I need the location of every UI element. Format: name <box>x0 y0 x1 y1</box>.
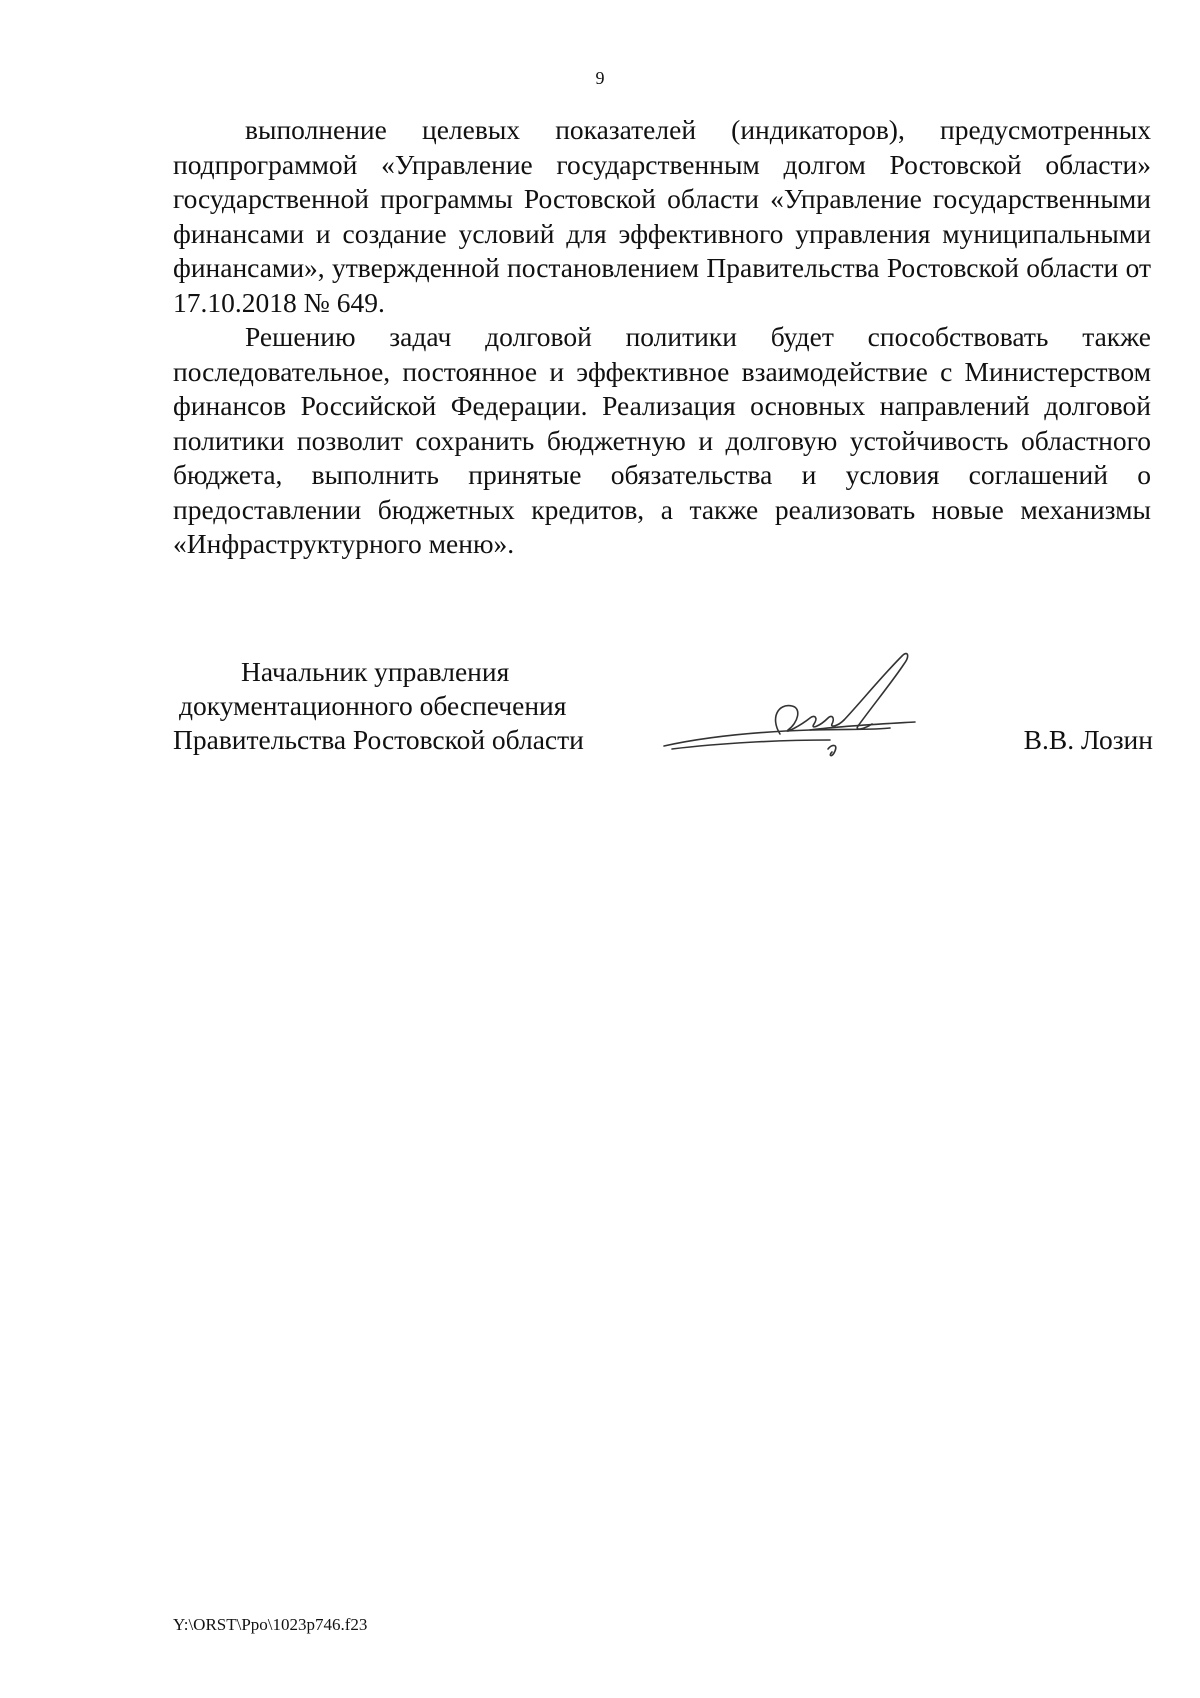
page-number: 9 <box>595 68 605 88</box>
paragraph-1: выполнение целевых показателей (индикаторов), предусмотренных подпрограммой «Управление государственным долгом Ростовской области» государственной программы Ростовской области «Управление государственными финансами и создание условий для эффективного управления муниципальными финансами», утвержденной постановлением Правительства Ростовской области от 17.10.2018 № 649. <box>173 114 1151 318</box>
file-path: Y:\ORST\Ppo\1023p746.f23 <box>173 1615 368 1634</box>
signatory-title <box>173 655 584 757</box>
signatory-title-line-1: Начальник управления <box>241 656 510 687</box>
signatory-title-line-2: документационного обеспечения <box>179 690 567 721</box>
handwritten-signature <box>660 648 950 763</box>
paragraph-2: Решению задач долговой политики будет способствовать также последовательное, постоянное и эффективное взаимодействие с Министерством финансов Российской Федерации. Реализация основных направлений долговой политики позволит сохранить бюджетную и долговую устойчивость областного бюджета, выполнить принятые обязательства и условия соглашений о предоставлении бюджетных кредитов, а также реализовать новые механизмы «Инфраструктурного меню». <box>173 321 1151 559</box>
signatory-name: В.В. Лозин <box>1023 724 1153 755</box>
signatory-title-line-3: Правительства Ростовской области <box>173 724 584 755</box>
body-text <box>173 113 1151 562</box>
